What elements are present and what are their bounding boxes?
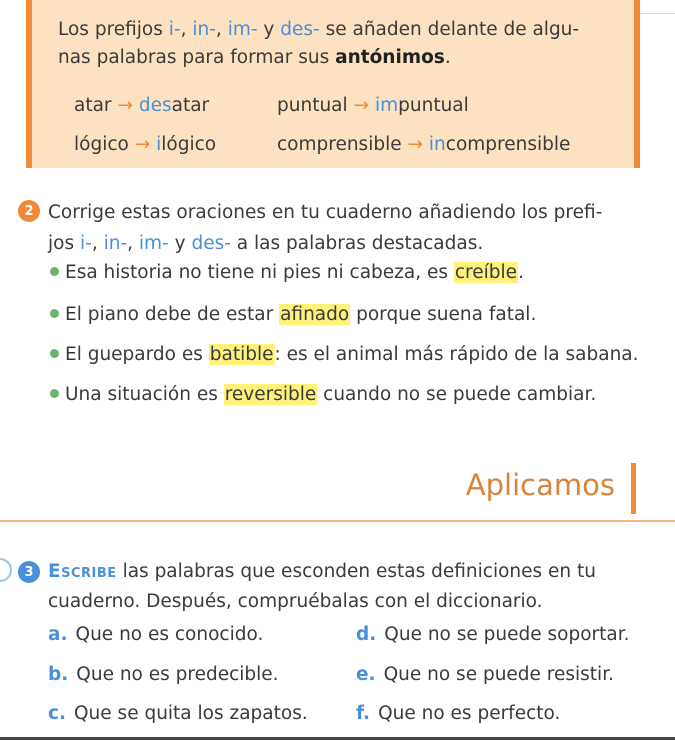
info-text-part: y <box>257 19 281 40</box>
example-prefix: im <box>374 95 399 116</box>
ex2-text-part: Corrige estas oraciones en tu cuaderno añadiendo los prefi- <box>48 202 603 223</box>
definition-text: Que no se puede soportar. <box>384 624 630 645</box>
prefix-info-box <box>26 0 640 168</box>
ex2-text-part: y <box>168 233 192 254</box>
bullet-icon <box>50 267 59 276</box>
example-atar <box>74 95 209 116</box>
sentence-text: El piano debe de estar <box>65 304 280 325</box>
highlighted-word: creíble <box>454 262 518 283</box>
ex2-sep: , <box>91 233 104 254</box>
example-rest: comprensible <box>445 134 571 155</box>
sentence-text: Esa historia no tiene ni pies ni cabeza, es <box>65 262 454 283</box>
definition-letter: c. <box>48 703 66 724</box>
ex2-text-part: jos <box>48 233 80 254</box>
prefix-des: des- <box>191 233 231 254</box>
sentence-item <box>50 344 639 365</box>
definition-letter: b. <box>48 664 69 685</box>
example-base: comprensible <box>277 134 402 155</box>
prefix-in: in- <box>192 19 216 40</box>
arrow-icon: → <box>353 95 370 116</box>
exercise-3-instructions <box>48 557 658 617</box>
prefix-des: des- <box>280 19 320 40</box>
sentence-text: El guepardo es <box>65 344 209 365</box>
arrow-icon: → <box>134 134 151 155</box>
exercise-3-number-badge: 3 <box>18 561 40 583</box>
bullet-icon <box>50 349 59 358</box>
definition-item <box>356 703 560 724</box>
bullet-icon <box>50 389 59 398</box>
ex3-text-part: cuaderno. Después, compruébalas con el diccionario. <box>48 591 543 612</box>
highlighted-word: afinado <box>280 304 350 325</box>
sentence-item <box>50 384 596 405</box>
instruction-verb: Escribe <box>48 561 117 582</box>
bold-word-antonimos: antónimos <box>335 47 445 68</box>
sentence-text: . <box>518 262 524 283</box>
definition-item <box>48 664 279 685</box>
sentence-text: cuando no se puede cambiar. <box>317 384 597 405</box>
example-logico <box>74 134 216 155</box>
example-rest: puntual <box>398 95 469 116</box>
example-prefix: in <box>428 134 446 155</box>
highlighted-word: reversible <box>224 384 317 405</box>
definition-item <box>356 624 630 645</box>
bullet-icon <box>50 309 59 318</box>
definition-letter: e. <box>356 664 376 685</box>
ex2-sep: , <box>127 233 139 254</box>
definition-text: Que no es conocido. <box>75 624 264 645</box>
exercise-2-instructions <box>48 197 658 259</box>
ex3-text-part: las palabras que esconden estas definiciones en tu <box>116 561 597 582</box>
info-text <box>58 16 618 72</box>
definition-item <box>48 624 263 645</box>
definition-text: Que no es perfecto. <box>378 703 561 724</box>
info-text-part: Los prefijos <box>58 19 169 40</box>
prefix-i: i- <box>168 19 181 40</box>
prefix-im: im- <box>138 233 169 254</box>
info-sep: , <box>180 19 193 40</box>
definition-text: Que no se puede resistir. <box>383 664 614 685</box>
sentence-text: Una situación es <box>65 384 224 405</box>
prefix-in: in- <box>103 233 128 254</box>
example-base: puntual <box>277 95 348 116</box>
example-comprensible <box>277 134 570 155</box>
section-title: Aplicamos <box>465 468 615 502</box>
info-text-part: se añaden delante de algu- <box>319 19 580 40</box>
sentence-text: : es el animal más rápido de la sabana. <box>274 344 639 365</box>
example-rest: atar <box>171 95 210 116</box>
prefix-i: i- <box>79 233 92 254</box>
info-text-part: . <box>444 47 451 68</box>
section-divider <box>0 520 675 522</box>
ex2-text-part: a las palabras destacadas. <box>230 233 484 254</box>
definition-letter: a. <box>48 624 68 645</box>
info-text-part: nas palabras para formar sus <box>58 47 336 68</box>
definition-letter: d. <box>356 624 377 645</box>
example-base: lógico <box>74 134 129 155</box>
sentence-text: porque suena fatal. <box>350 304 537 325</box>
exercise-2-number-badge: 2 <box>18 200 40 222</box>
example-puntual <box>277 95 469 116</box>
definition-item <box>48 703 308 724</box>
sentence-item <box>50 304 536 325</box>
highlighted-word: batible <box>209 344 274 365</box>
example-prefix: des <box>138 95 172 116</box>
example-rest: lógico <box>161 134 217 155</box>
definition-text: Que se quita los zapatos. <box>74 703 308 724</box>
example-prefix: i <box>156 134 162 155</box>
left-margin-marker <box>0 558 12 582</box>
info-sep: , <box>215 19 228 40</box>
definition-item <box>356 664 614 685</box>
prefix-im: im- <box>227 19 258 40</box>
arrow-icon: → <box>407 134 424 155</box>
sentence-item <box>50 262 524 283</box>
section-accent-bar <box>631 463 636 514</box>
top-right-rule <box>640 13 675 14</box>
definition-letter: f. <box>356 703 371 724</box>
definition-text: Que no es predecible. <box>76 664 279 685</box>
example-base: atar <box>74 95 112 116</box>
arrow-icon: → <box>117 95 133 116</box>
